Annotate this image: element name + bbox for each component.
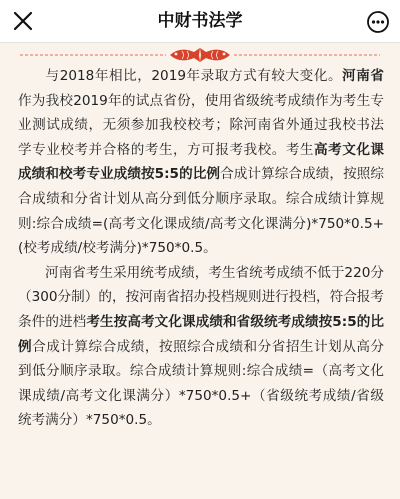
paragraph-1 [18,64,384,261]
text-span: 合成计算综合成绩，按照综合成绩和分省计划从高分到低分顺序录取。综合成绩计算规则:综合成绩=(高考文化课成绩/高考文化课满分)*750*0.5+(校考成绩/校考满分)*750*0.5。 [18,166,384,257]
bold-text: 高考文化课成绩和校考专业成绩按5:5的比例 [18,141,385,183]
top-bar [0,0,400,43]
page-title: 中财书法学 [157,11,243,31]
twin-fish-ornament [0,44,400,66]
bold-text: 河南省 [342,68,384,84]
text-span: 合成计算综合成绩，按照综合成绩和分省招生计划从高分到低分顺序录取。综合成绩计算规则:综合成绩=（高考文化课成绩/高考文化课满分）*750*0.5+（省级统考成绩/省级统考满分）*750*0.5。 [18,338,385,429]
text-span: 作为我校2019年的试点省份，使用省级统考成绩作为考生专业测试成绩，无须参加我校校考；除河南省外通过我校书法学专业校考并合格的考生，方可报考我校。考生 [18,92,384,158]
text-span: 与2018年相比，2019年录取方式有较大变化。 [45,68,343,84]
bold-text: 考生按高考文化课成绩和省级统考成绩按5:5的比例 [18,313,384,355]
paragraph-2 [18,261,384,433]
article-body [18,64,384,433]
more-icon[interactable] [366,10,390,34]
text-span: 河南省考生采用统考成绩，考生省统考成绩不低于220分（300分制）的，按河南省招办投档规则进行投档，符合报考条件的进档 [18,264,384,330]
